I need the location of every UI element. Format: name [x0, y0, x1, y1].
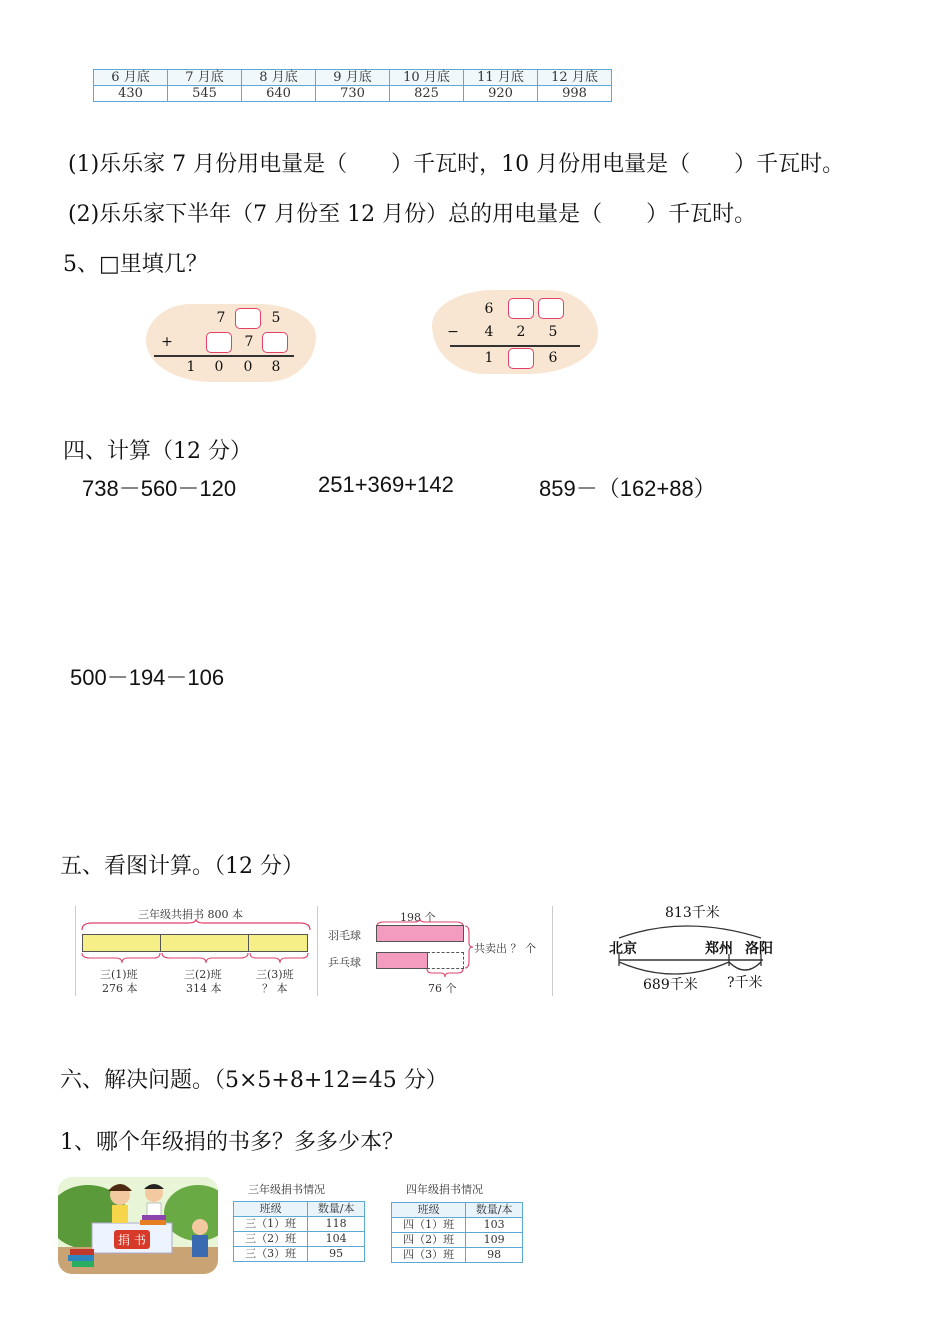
- class-cell: 三（2）班: [234, 1232, 308, 1247]
- donation-illustration: [58, 1177, 218, 1274]
- meter-header: 12 月底: [538, 70, 612, 86]
- top-brace: [80, 918, 312, 932]
- question-2: (2)乐乐家下半年（7 月份至 12 月份）总的用电量是（ ）千瓦时。: [68, 202, 757, 227]
- class-value: 276 本: [102, 982, 138, 995]
- expression: 859－（162+88）: [539, 476, 716, 501]
- plus-sign: +: [161, 334, 173, 350]
- count-cell: 98: [466, 1248, 523, 1263]
- class-value: ？ 本: [262, 982, 288, 995]
- section-5b-title: 五、看图计算。（12 分）: [60, 854, 304, 879]
- blank-box[interactable]: [508, 298, 534, 319]
- city-label: 郑州: [705, 941, 733, 957]
- bottom-count-label: 76 个: [428, 982, 457, 995]
- row-label: 羽毛球: [328, 929, 361, 942]
- bar-segment: [160, 934, 249, 952]
- sum-line: [154, 355, 294, 357]
- meter-header: 6 月底: [94, 70, 168, 86]
- class-cell: 四（3）班: [392, 1248, 466, 1263]
- count-cell: 103: [466, 1218, 523, 1233]
- count-cell: 95: [308, 1247, 365, 1262]
- total-distance-label: 813千米: [665, 905, 720, 921]
- meter-header: 10 月底: [390, 70, 464, 86]
- addition-puzzle: [146, 304, 316, 382]
- digit: 7: [216, 310, 226, 326]
- row-label: 乒乓球: [328, 956, 361, 969]
- count-cell: 118: [308, 1217, 365, 1232]
- digit: 6: [484, 301, 494, 317]
- count-cell: 104: [308, 1232, 365, 1247]
- col-header: 数量/本: [466, 1203, 523, 1218]
- meter-header: 11 月底: [464, 70, 538, 86]
- digit: 0: [243, 359, 253, 375]
- meter-header: 9 月底: [316, 70, 390, 86]
- section-6-title: 六、解决问题。（5×5+8+12=45 分）: [60, 1068, 448, 1093]
- meter-header: 7 月底: [168, 70, 242, 86]
- digit: 8: [271, 359, 281, 375]
- expression: 738－560－120: [82, 476, 237, 501]
- total-label: 共卖出 ？ 个: [474, 942, 536, 955]
- section-5-title: 5、□里填几？: [63, 252, 208, 277]
- route-diagram: [595, 916, 810, 996]
- class-cell: 四（1）班: [392, 1218, 466, 1233]
- digit: 4: [484, 324, 494, 340]
- digit: 5: [271, 310, 281, 326]
- grade-3-table: [233, 1201, 365, 1262]
- blank-box[interactable]: [538, 298, 564, 319]
- table-4-title: 四年级捐书情况: [406, 1183, 483, 1196]
- col-header: 班级: [392, 1203, 466, 1218]
- city-label: 北京: [609, 941, 637, 957]
- meter-table: [93, 69, 612, 102]
- figure-ball-sales: [317, 906, 553, 996]
- bottom-braces: [80, 952, 312, 964]
- class-cell: 三（1）班: [234, 1217, 308, 1232]
- meter-value: 920: [464, 86, 538, 102]
- bar-segment: [248, 934, 308, 952]
- city-label: 洛阳: [745, 941, 773, 957]
- blank-box[interactable]: [262, 332, 288, 353]
- table-3-title: 三年级捐书情况: [248, 1183, 325, 1196]
- class-cell: 三（3）班: [234, 1247, 308, 1262]
- meter-header: 8 月底: [242, 70, 316, 86]
- figure-book-donation: [75, 906, 316, 996]
- class-label: 三(2)班: [184, 968, 222, 981]
- class-value: 314 本: [186, 982, 222, 995]
- illustration-drawing: [58, 1177, 218, 1274]
- meter-value: 430: [94, 86, 168, 102]
- bottom-brace: [426, 968, 464, 978]
- digit: 6: [548, 350, 558, 366]
- blank-box[interactable]: [508, 348, 534, 369]
- minus-sign: −: [447, 324, 459, 340]
- digit: 2: [516, 324, 526, 340]
- bar-dashed: [427, 952, 464, 969]
- expression: 251+369+142: [318, 472, 454, 497]
- part-distance-label: 689千米: [643, 977, 698, 993]
- figure-distance: [595, 896, 810, 996]
- section-4-title: 四、计算（12 分）: [63, 439, 252, 464]
- section-6-question-1: 1、哪个年级捐的书多？多多少本？: [60, 1130, 404, 1155]
- donation-sign: 捐 书: [114, 1230, 150, 1249]
- unknown-distance-label: ?千米: [727, 975, 763, 991]
- meter-value: 825: [390, 86, 464, 102]
- difference-line: [450, 345, 580, 347]
- total-label: 三年级共捐书 800 本: [138, 908, 243, 921]
- meter-value: 730: [316, 86, 390, 102]
- class-label: 三(3)班: [256, 968, 294, 981]
- bar-pingpong: [376, 952, 428, 969]
- digit: 0: [214, 359, 224, 375]
- bar-badminton: [376, 925, 464, 942]
- grade-4-table: [391, 1202, 523, 1263]
- subtraction-puzzle: [432, 290, 598, 374]
- blank-box[interactable]: [206, 332, 232, 353]
- digit: 7: [244, 334, 254, 350]
- meter-value: 640: [242, 86, 316, 102]
- col-header: 班级: [234, 1202, 308, 1217]
- col-header: 数量/本: [308, 1202, 365, 1217]
- digit: 1: [484, 350, 494, 366]
- meter-value: 998: [538, 86, 612, 102]
- blank-box[interactable]: [235, 308, 261, 329]
- class-cell: 四（2）班: [392, 1233, 466, 1248]
- digit: 5: [548, 324, 558, 340]
- top-count-label: 198 个: [400, 911, 436, 924]
- digit: 1: [186, 359, 196, 375]
- class-label: 三(1)班: [100, 968, 138, 981]
- question-1: (1)乐乐家 7 月份用电量是（ ）千瓦时，10 月份用电量是（ ）千瓦时。: [68, 152, 845, 177]
- bar-segment: [82, 934, 161, 952]
- expression: 500－194－106: [70, 665, 225, 690]
- meter-value: 545: [168, 86, 242, 102]
- right-brace: [464, 925, 474, 969]
- count-cell: 109: [466, 1233, 523, 1248]
